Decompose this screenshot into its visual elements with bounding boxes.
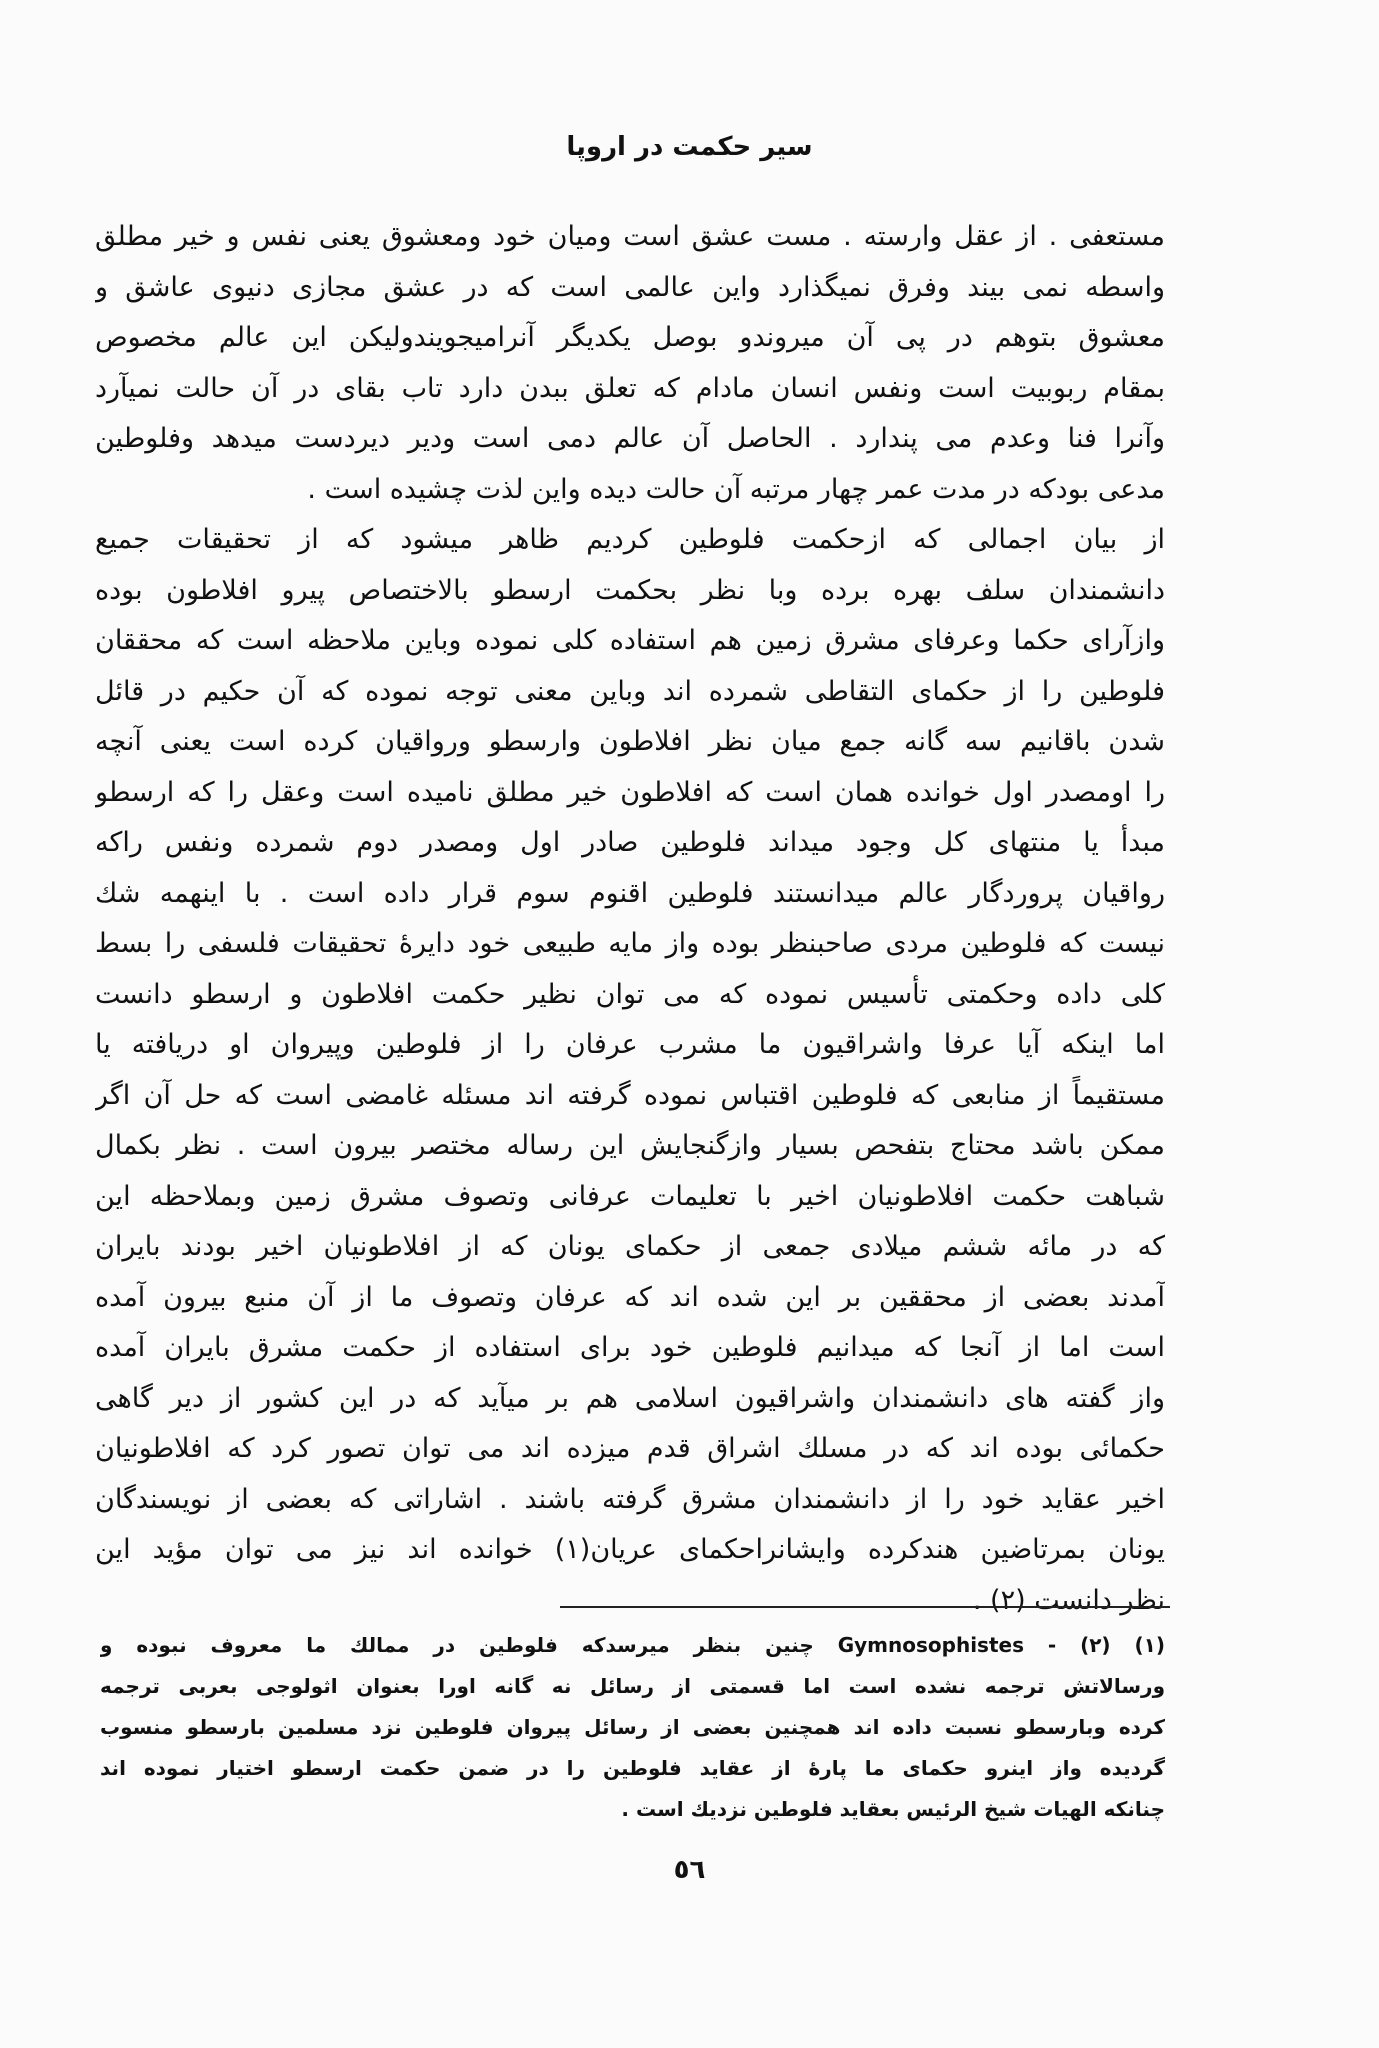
- text-line: مبدأ یا منتهای کل وجود میداند فلوطین صادر اول ومصدر دوم شمرده ونفس راکه: [95, 827, 1165, 858]
- footnote-line: چنانکه الهیات شیخ الرئیس بعقاید فلوطین نزدیك است .: [621, 1797, 1165, 1821]
- text-line: نیست که فلوطین مردی صاحبنظر بوده واز مایه طبیعی خود دایرهٔ تحقیقات فلسفی را بسط: [95, 928, 1165, 959]
- text-line: کلی داده وحکمتی تأسیس نموده که می توان نظیر حکمت افلاطون و ارسطو دانست: [95, 978, 1165, 1010]
- text-line: وآنرا فنا وعدم می پندارد . الحاصل آن عالم دمی است ودیر دیردست میدهد وفلوطین: [95, 423, 1165, 454]
- text-line: را اومصدر اول خوانده همان است که افلاطون خیر مطلق نامیده است وعقل را که ارسطو: [95, 776, 1165, 808]
- running-header: سیر حکمت در اروپا: [566, 132, 813, 162]
- text-line: اما اینکه آیا عرفا واشراقیون ما مشرب عرفان را از فلوطین وپیروان او دریافته یا: [95, 1029, 1165, 1060]
- text-line: ممکن باشد محتاج بتفحص بسیار وازگنجایش این رساله مختصر بیرون است . نظر بکمال: [95, 1130, 1165, 1161]
- footnote-line: گردیده واز اینرو حکمای ما پارهٔ از عقاید فلوطین را در ضمن حکمت ارسطو اختیار نموده اند: [100, 1756, 1165, 1780]
- text-line: معشوق بتوهم در پی آن میروندو بوصل یکدیگر آنرامیجویندولیکن این عالم مخصوص: [95, 322, 1165, 353]
- page-number: ٥٦: [673, 1855, 706, 1885]
- text-line: مستعفی . از عقل وارسته . مست عشق است ومیان خود ومعشوق یعنی نفس و خیر مطلق: [95, 221, 1165, 252]
- text-line: وازآرای حکما وعرفای مشرق زمین هم استفاده کلی نموده وباین ملاحظه است که محققان: [95, 625, 1165, 656]
- main-text: [95, 212, 1165, 1626]
- text-line: شدن باقانیم سه گانه جمع میان نظر افلاطون وارسطو ورواقیان کرده است یعنی آنچه: [95, 726, 1165, 757]
- footnote-separator: [560, 1606, 1170, 1608]
- footnote-line: کرده وبارسطو نسبت داده اند همچنین بعضی از رسائل پیروان فلوطین نزد مسلمین بارسطو منسوب: [100, 1715, 1165, 1739]
- text-line: مستقیماً از منابعی که فلوطین اقتباس نموده گرفته اند مسئله غامضی است که حل آن اگر: [95, 1079, 1165, 1111]
- text-line: حکمائی بوده اند که در مسلك اشراق قدم میزده اند می توان تصور کرد که افلاطونیان: [95, 1433, 1165, 1464]
- text-line: یونان بمرتاضین هندکرده وایشانراحکمای عریان(۱) خوانده اند نیز می توان مؤید این: [95, 1534, 1165, 1565]
- text-line: بمقام ربوبیت است ونفس انسان مادام که تعلق ببدن دارد تاب بقای در آن حالت نمیآرد: [95, 372, 1165, 404]
- text-line: که در مائه ششم میلادی جمعی از حکمای یونان که از افلاطونیان اخیر بودند بایران: [95, 1231, 1165, 1262]
- text-line: نظر دانست (۲) .: [972, 1584, 1165, 1616]
- text-line: واسطه نمی بیند وفرق نمیگذارد واین عالمی است که در عشق مجازی دنیوی عاشق و: [95, 271, 1165, 303]
- text-line: دانشمندان سلف بهره برده وبا نظر بحکمت ارسطو بالاختصاص پیرو افلاطون بوده: [95, 574, 1165, 606]
- footnote-line: ورسالاتش ترجمه نشده است اما قسمتی از رسائل نه گانه اورا بعنوان اثولوجی بعربی ترجمه: [100, 1674, 1165, 1698]
- text-line: مدعی بودکه در مدت عمر چهار مرتبه آن حالت دیده واین لذت چشیده است .: [307, 473, 1165, 505]
- text-line: از بیان اجمالی که ازحکمت فلوطین کردیم ظاهر میشود که از تحقیقات جمیع: [95, 524, 1165, 555]
- text-line: آمدند بعضی از محققین بر این شده اند که عرفان وتصوف ما از آن منبع بیرون آمده: [95, 1281, 1165, 1313]
- text-line: فلوطین را از حکمای التقاطی شمرده اند وباین معنی توجه نموده که آن حکیم در قائل: [95, 675, 1165, 707]
- text-line: واز گفته های دانشمندان واشراقیون اسلامی هم بر میآید که در این کشور از دیر گاهی: [95, 1382, 1165, 1414]
- text-line: است اما از آنجا که میدانیم فلوطین خود برای استفاده از حکمت مشرق بایران آمده: [95, 1332, 1165, 1363]
- footnote-line: (۱) Gymnosophistes - (۲) چنین بنظر میرسدکه فلوطین در ممالك ما معروف نبوده و: [100, 1633, 1165, 1657]
- text-line: رواقیان پروردگار عالم میدانستند فلوطین اقنوم سوم قرار داده است . با اینهمه شك: [95, 877, 1165, 909]
- text-line: اخیر عقاید خود را از دانشمندان مشرق گرفته باشند . اشاراتی که بعضی از نویسندگان: [95, 1483, 1165, 1515]
- footnotes: [100, 1625, 1165, 1830]
- text-line: شباهت حکمت افلاطونیان اخیر با تعلیمات عرفانی وتصوف مشرق زمین وبملاحظه این: [95, 1180, 1165, 1212]
